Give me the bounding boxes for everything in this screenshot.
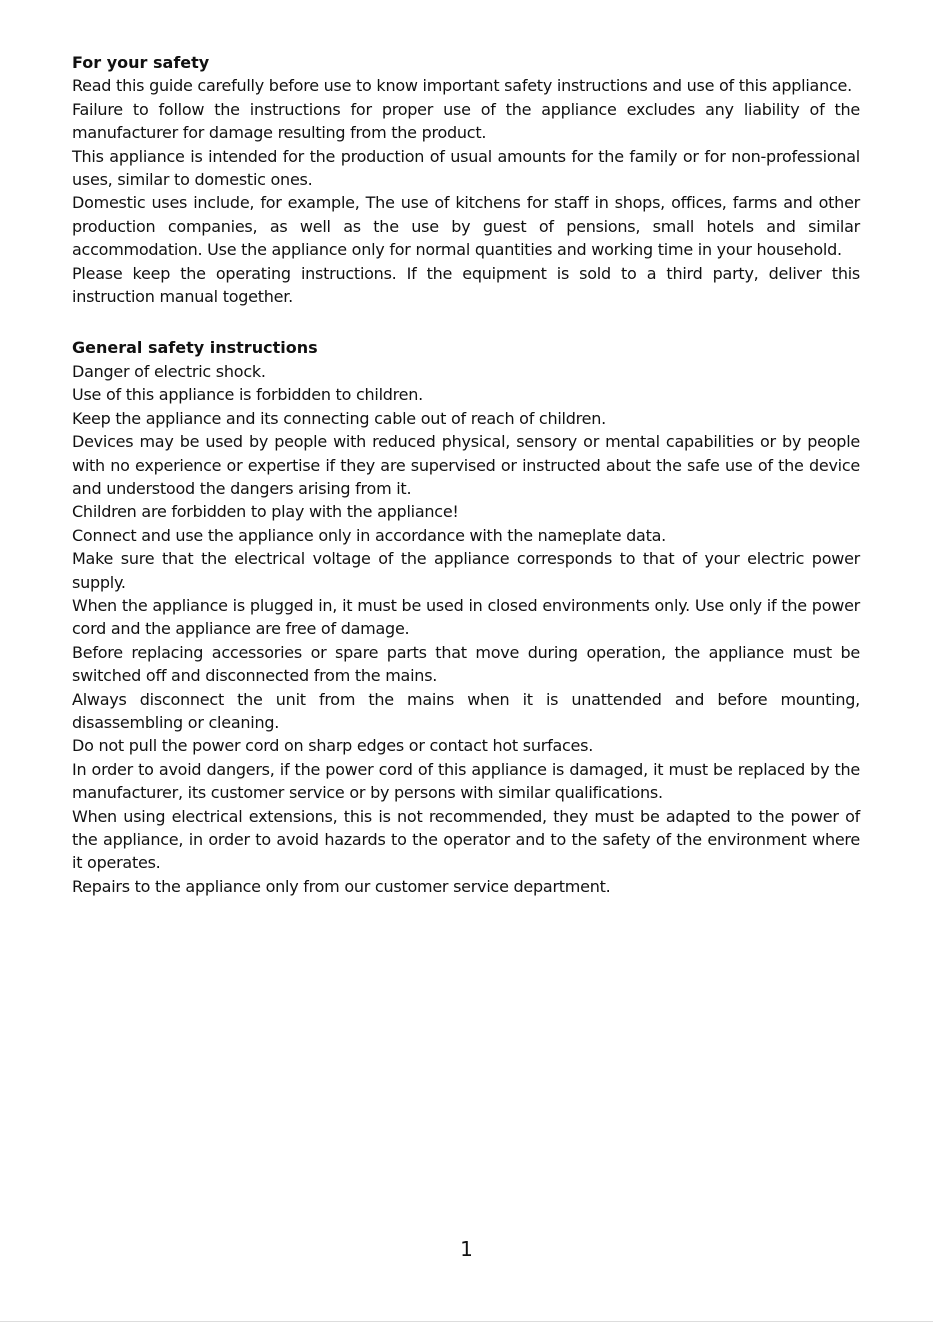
paragraph: Please keep the operating instructions. If the equipment is sold to a third party, deliver this instruction manual together. xyxy=(72,263,860,307)
paragraph: Danger of electric shock. xyxy=(72,361,266,381)
paragraph: Use of this appliance is forbidden to children. xyxy=(72,385,423,405)
paragraph: Connect and use the appliance only in accordance with the nameplate data. xyxy=(72,525,667,545)
paragraph: Do not pull the power cord on sharp edges or contact hot surfaces. xyxy=(72,736,594,756)
paragraph: When the appliance is plugged in, it must be used in closed environments only. Use only if the power cord and the appliance are free of damage. xyxy=(72,595,860,639)
paragraph: Read this guide carefully before use to know important safety instructions and use of this appliance. xyxy=(72,76,852,96)
section-spacer xyxy=(72,308,860,336)
paragraph: When using electrical extensions, this is not recommended, they must be adapted to the power of the appliance, in order to avoid hazards to the operator and to the safety of the environment where it operates. xyxy=(72,806,860,873)
paragraph: Make sure that the electrical voltage of the appliance corresponds to that of your electric power supply. xyxy=(72,549,860,592)
document-body xyxy=(72,51,860,898)
paragraph: Domestic uses include, for example, The use of kitchens for staff in shops, offices, farms and other production companies, as well as the use by guest of pensions, small hotels and similar accommodation. Use the appliance only for normal quantities and working time in your household. xyxy=(72,193,860,260)
section-for-your-safety xyxy=(72,51,860,308)
section-heading: General safety instructions xyxy=(72,338,318,358)
paragraph: This appliance is intended for the production of usual amounts for the family or for non-professional uses, similar to domestic ones. xyxy=(72,146,860,190)
paragraph: Always disconnect the unit from the mains when it is unattended and before mounting, disassembling or cleaning. xyxy=(72,689,860,732)
paragraph: Repairs to the appliance only from our customer service department. xyxy=(72,876,611,896)
section-general-safety-instructions xyxy=(72,336,860,898)
paragraph: Devices may be used by people with reduced physical, sensory or mental capabilities or by people with no experience or expertise if they are supervised or instructed about the safe use of the device and understood the dangers arising from it. xyxy=(72,432,860,498)
page-number: 1 xyxy=(460,1237,473,1261)
paragraph: Failure to follow the instructions for proper use of the appliance excludes any liability of the manufacturer for damage resulting from the product. xyxy=(72,99,860,143)
section-heading: For your safety xyxy=(72,53,210,72)
paragraph: Before replacing accessories or spare parts that move during operation, the appliance must be switched off and disconnected from the mains. xyxy=(72,642,860,686)
paragraph: Keep the appliance and its connecting cable out of reach of children. xyxy=(72,408,606,428)
bottom-divider xyxy=(0,1321,933,1322)
paragraph: Children are forbidden to play with the appliance! xyxy=(72,502,459,522)
paragraph: In order to avoid dangers, if the power cord of this appliance is damaged, it must be replaced by the manufacturer, its customer service or by persons with similar qualifications. xyxy=(72,759,860,803)
